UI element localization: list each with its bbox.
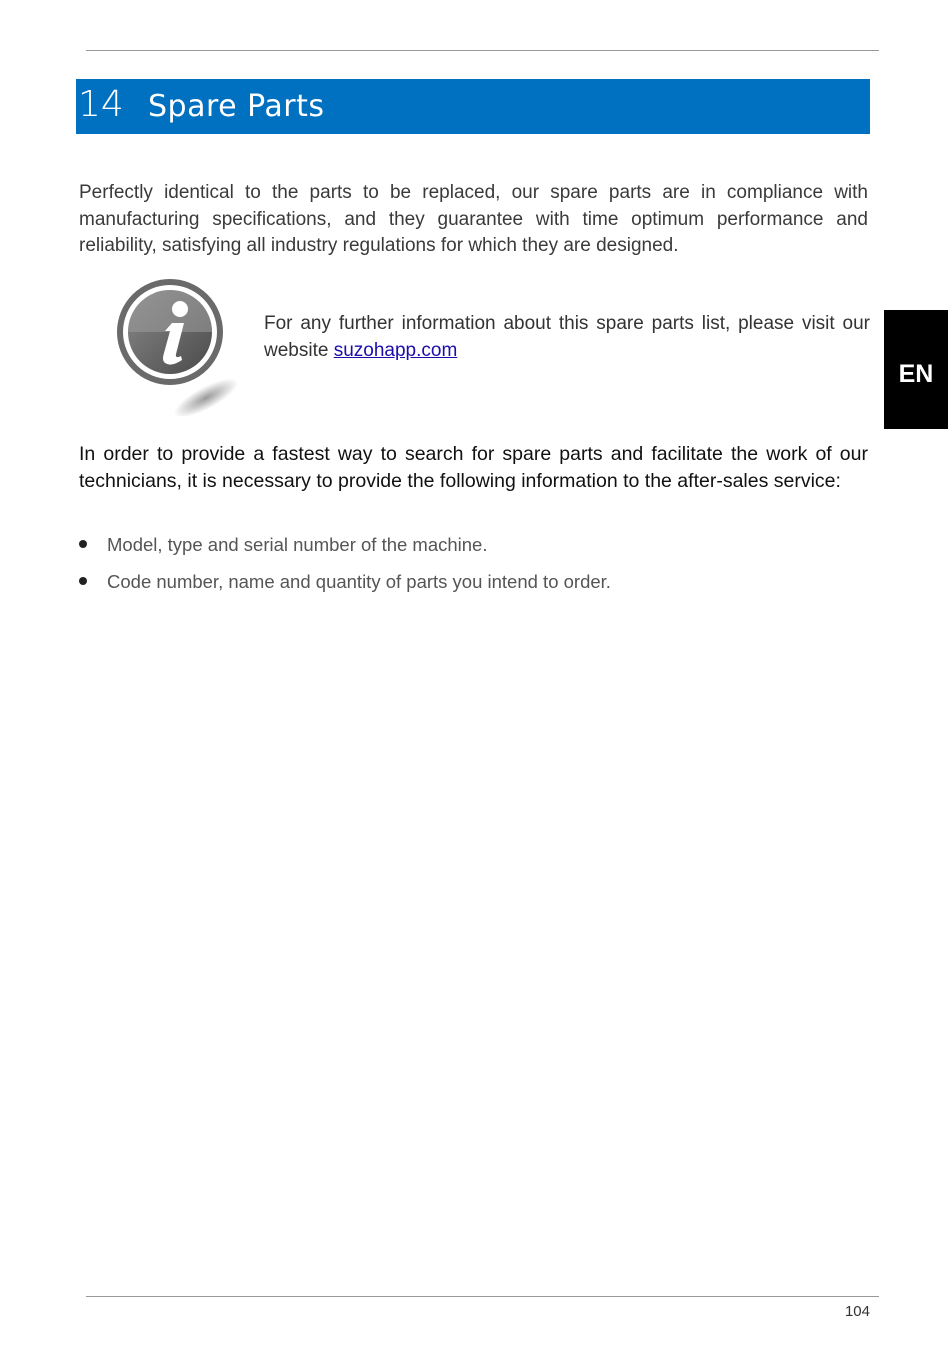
request-paragraph: In order to provide a fastest way to search for spare parts and facilitate the work of our technicians, it is necessary to provide the following information to the after-sales service: [79, 443, 868, 492]
section-header [76, 79, 870, 134]
info-note-text: For any further information about this spare parts list, please visit our website [264, 313, 870, 361]
info-icon [114, 276, 242, 416]
intro-paragraph: Perfectly identical to the parts to be replaced, our spare parts are in compliance with manufacturing specifications, and they guarantee with time optimum performance and reliability, satisfying all industry regulations for which they are designed. [79, 182, 868, 256]
top-divider [86, 50, 879, 51]
page-number: 104 [844, 1303, 870, 1320]
list-item [79, 569, 868, 606]
list-item [79, 532, 868, 569]
bottom-divider [86, 1296, 879, 1297]
list-item-text: Code number, name and quantity of parts you intend to order. [107, 571, 611, 592]
bullet-icon [79, 540, 87, 548]
section-title: Spare Parts [148, 88, 325, 124]
section-number: 14 [78, 83, 124, 125]
info-note [264, 311, 870, 364]
website-link[interactable]: suzohapp.com [333, 339, 458, 361]
list-item-text: Model, type and serial number of the machine. [107, 534, 488, 555]
bullet-icon [79, 577, 87, 585]
bullet-list [79, 532, 868, 606]
language-tab: EN [884, 310, 948, 429]
